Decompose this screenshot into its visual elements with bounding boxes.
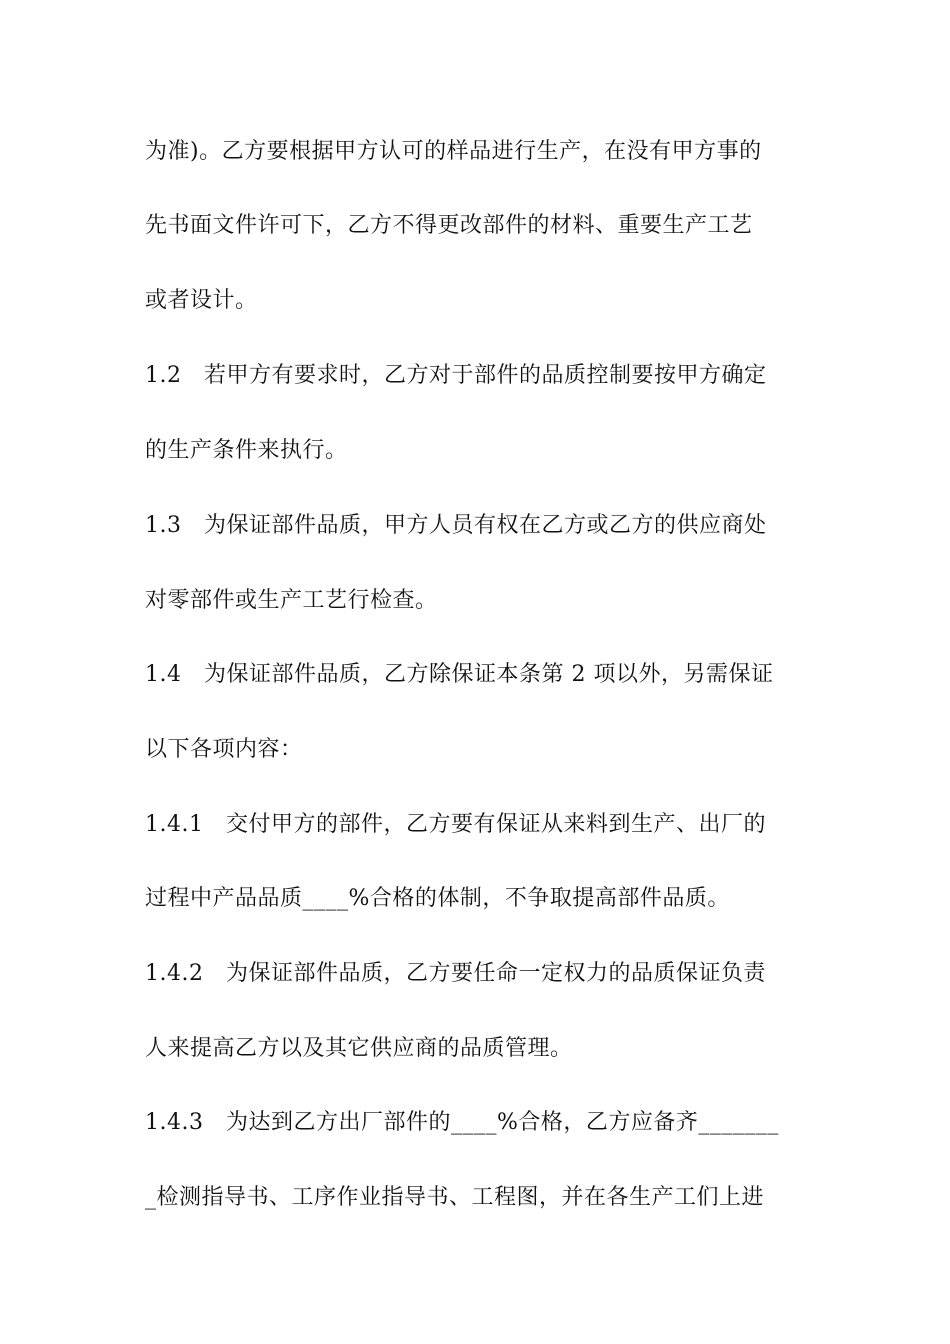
text-line: 1.4.1 交付甲方的部件，乙方要有保证从来料到生产、出厂的 bbox=[145, 812, 766, 837]
text-line: 过程中产品品质____%合格的体制，不争取提高部件品质。 bbox=[145, 886, 730, 911]
text-line: 为准)。乙方要根据甲方认可的样品进行生产，在没有甲方事的 bbox=[145, 139, 762, 164]
text-line: 1.2 若甲方有要求时，乙方对于部件的品质控制要按甲方确定 bbox=[145, 363, 767, 388]
text-line: 或者设计。 bbox=[145, 288, 258, 313]
text-line: _检测指导书、工序作业指导书、工程图，并在各生产工们上进 bbox=[145, 1185, 765, 1210]
text-line: 的生产条件来执行。 bbox=[145, 438, 348, 463]
text-line: 1.4.2 为保证部件品质，乙方要任命一定权力的品质保证负责 bbox=[145, 961, 766, 986]
text-line: 1.4 为保证部件品质，乙方除保证本条第 2 项以外，另需保证 bbox=[145, 662, 774, 687]
text-line: 以下各项内容： bbox=[145, 737, 303, 762]
text-line: 1.3 为保证部件品质，甲方人员有权在乙方或乙方的供应商处 bbox=[145, 513, 767, 538]
text-line: 1.4.3 为达到乙方出厂部件的____%合格，乙方应备齐_______ bbox=[145, 1110, 779, 1135]
text-line: 人来提高乙方以及其它供应商的品质管理。 bbox=[145, 1036, 573, 1061]
text-line: 先书面文件许可下，乙方不得更改部件的材料、重要生产工艺 bbox=[145, 213, 753, 238]
text-line: 对零部件或生产工艺行检查。 bbox=[145, 588, 438, 613]
